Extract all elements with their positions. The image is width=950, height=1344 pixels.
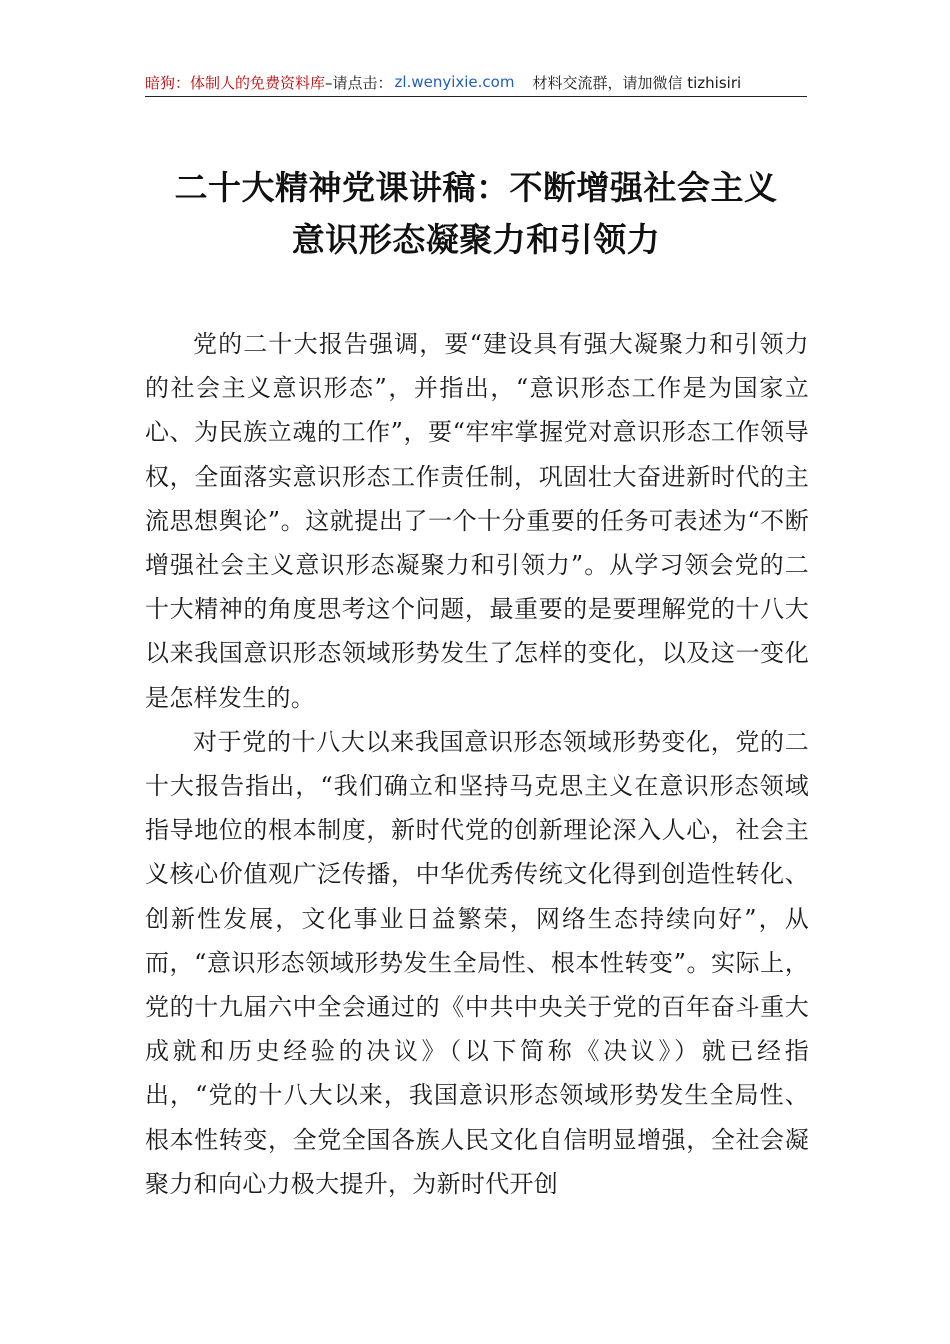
header-brand: 暗狗：体制人的免费资料库 (145, 73, 326, 92)
header-site-link[interactable]: zl.wenyixie.com (394, 73, 515, 91)
paragraph-1: 党的二十大报告强调，要“建设具有强大凝聚力和引领力的社会主义意识形态”，并指出，“意识形态工作是为国家立心、为民族立魂的工作”，要“牢牢掌握党对意识形态工作领导权，全面落实意识形态工作责任制，巩固壮大奋进新时代的主流思想舆论”。这就提出了一个十分重要的任务可表述为“不断增强社会主义意识形态凝聚力和引领力”。从学习领会党的二十大精神的角度思考这个问题，最重要的是要理解党的十八大以来我国意识形态领域形势发生了怎样的变化，以及这一变化是怎样发生的。 (145, 330, 809, 712)
header-divider (145, 96, 807, 97)
title-line-2: 意识形态凝聚力和引领力 (291, 220, 661, 259)
title-line-1: 二十大精神党课讲稿：不断增强社会主义 (174, 168, 778, 207)
document-body (145, 322, 809, 1206)
page-header (145, 70, 807, 94)
header-prompt: –请点击： (325, 73, 393, 92)
header-wechat-note: 材料交流群，请加微信 tizhisiri (532, 73, 742, 92)
document-title (145, 162, 807, 266)
paragraph-2: 对于党的十八大以来我国意识形态领域形势变化，党的二十大报告指出，“我们确立和坚持马克思主义在意识形态领域指导地位的根本制度，新时代党的创新理论深入人心，社会主义核心价值观广泛传播，中华优秀传统文化得到创造性转化、创新性发展，文化事业日益繁荣，网络生态持续向好”，从而，“意识形态领域形势发生全局性、根本性转变”。实际上，党的十九届六中全会通过的《中共中央关于党的百年奋斗重大成就和历史经验的决议》（以下简称《决议》）就已经指出，“党的十八大以来，我国意识形态领域形势发生全局性、根本性转变，全党全国各族人民文化自信明显增强，全社会凝聚力和向心力极大提升，为新时代开创 (145, 727, 809, 1198)
